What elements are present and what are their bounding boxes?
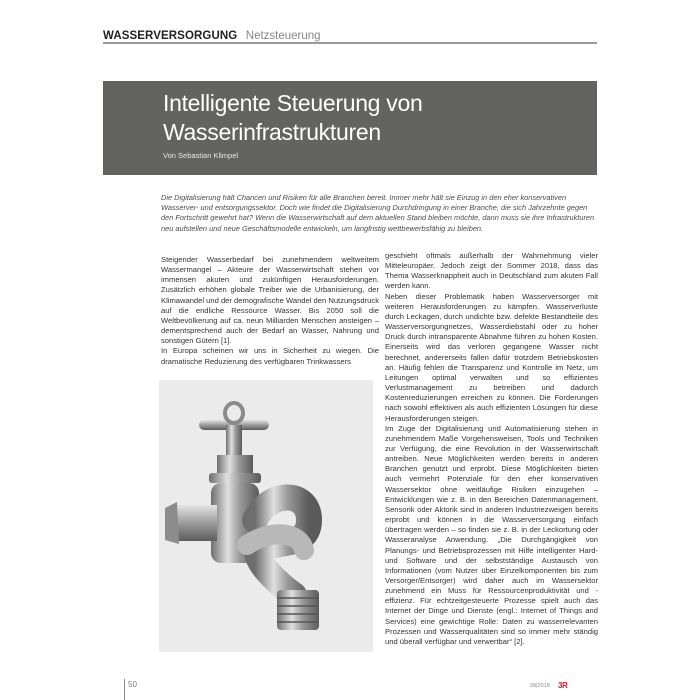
article-title [163,89,422,147]
issue-label: 09|2018 [530,683,550,689]
body-paragraph: Steigender Wasserbedarf bei zunehmendem weltweitem Wassermangel – Akteure der Wasserwirtschaft stehen vor immensen akuten und zukünftigen Herausforderungen. Zusätzlich erhöhen globale Treiber wie die Urbanisierung, der Klimawandel und der demografische Wandel den Nutzungsdruck auf die endliche Ressource Wasser. Bis 2050 soll die Weltbevölkerung auf ca. neun Milliarden Menschen ansteigen – dementsprechend auch der Bedarf an Wasser, Nahrung und sonstigen Gütern [1]. [161,255,379,346]
faucet-handle [199,403,269,455]
body-column-left [161,255,379,367]
title-line-1: Intelligente Steuerung von [163,90,423,116]
title-line-2: Wasserinfrastrukturen [163,119,381,145]
body-paragraph: Im Zuge der Digitalisierung und Automatisierung stehen in zunehmendem Maße Vorgehensweisen, Tools und Techniken zur Verfügung, die eine Revolution in der Wasserwirtschaft antreiben. Neue Möglichkeiten werden bereits in anderen Branchen genutzt und erprobt. Diese Möglichkeiten bieten auch vermehrt Potenziale für den eher konservativen Wassersektor ohne weitläufige Risiken einzugehen – Entwicklungen wie z. B. in den Bereichen Datenmanagement, Sensorik oder Aktorik sind in anderen Industriezweigen bereits erprobt und können in die Wasserversorgung einfach übertragen werden – so finden sie z. B. in der Leckortung oder Wasseranalyse Anwendung. „Die Durchgängigkeit von Planungs- und Betriebsprozessen mit Hilfe intelligenter Hard- und Software und der selbstständige Austausch von Informationen (vom Nutzer über Einzelkomponenten bis zum Versorger/Entsorger) wird daher auch im Wassersektor zunehmend ein Muss für Ressourcenproduktivität und -effizienz. Für echtzeitgesteuerte Prozesse spielt auch das Internet der Dinge und Dienste (engl.: Internet of Things and Services) eine gewichtige Rolle: Daten zu wasserrelevanten Prozessen und Wasserqualitäten sind so immer mehr ständig und überall verfügbar und verwertbar“ [2]. [385,423,598,646]
publisher-logo: 3R [558,681,568,690]
body-paragraph: Neben dieser Problematik haben Wasserversorger mit weiteren Herausforderungen zu kämpfen. Wasserverluste durch Leckagen, durch undichte bzw. defekte Bestandteile des Wasserversorgungnetzes, Wasserdiebstahl oder zu hoher Druck durch intransparente Abnahme führen zu hohen Kosten. Einerseits wird das verloren gegangene Wasser nicht berechnet, andererseits fallen dafür trotzdem Betriebskosten an. Häufig fehlen die Transparenz und Kontrolle im Netz, um Leitungen optimal verwalten und so effizientes Verlustmanagement zu betreiben und dadurch Kostenreduzierungen erreichen zu können. Die Forderungen nach sowohl effektiven als auch effizienten Lösungen für diese Herausforderungen steigen. [385,291,598,423]
body-paragraph: In Europa scheinen wir uns in Sicherheit zu wiegen. Die dramatische Reduzierung des verfügbaren Trinkwassers [161,346,379,366]
subsection-label: Netzsteuerung [245,30,321,42]
title-band [103,81,597,175]
faucet-illustration [159,380,373,652]
section-label: WASSERVERSORGUNG [103,30,238,42]
author-byline: Von Sebastian Klimpel [163,151,239,160]
lead-paragraph: Die Digitalisierung hält Chancen und Risiken für alle Branchen bereit. Immer mehr hält sie Einzug in den eher konservativen Wasserver- und entsorgungssektor. Doch wie findet die Digitalisierung Durchdringung in einer Branche, die sich Jahrzehnte gegen den Fortschritt gewehrt hat? Wenn die Wasserwirtschaft auf dem aktuellen Stand bleiben möchte, dann muss sie ihre Infrastrukturen neu aufstellen und neue Geschäftsmodelle entwickeln, um langfristig wettbewerbsfähig zu bleiben. [161,193,595,233]
faucet-thread [277,590,319,630]
body-paragraph: geschieht oftmals außerhalb der Wahrnehmung vieler Mitteleuropäer. Jedoch zeigt der Sommer 2018, dass das Thema Wasserknappheit auch in Deutschland zum akuten Fall werden kann. [385,251,598,291]
footer-marker [124,679,125,700]
body-column-right [385,251,598,647]
page-number: 50 [128,680,137,689]
header-divider [103,42,597,44]
faucet-knot-image [159,380,373,652]
running-header [103,26,597,42]
